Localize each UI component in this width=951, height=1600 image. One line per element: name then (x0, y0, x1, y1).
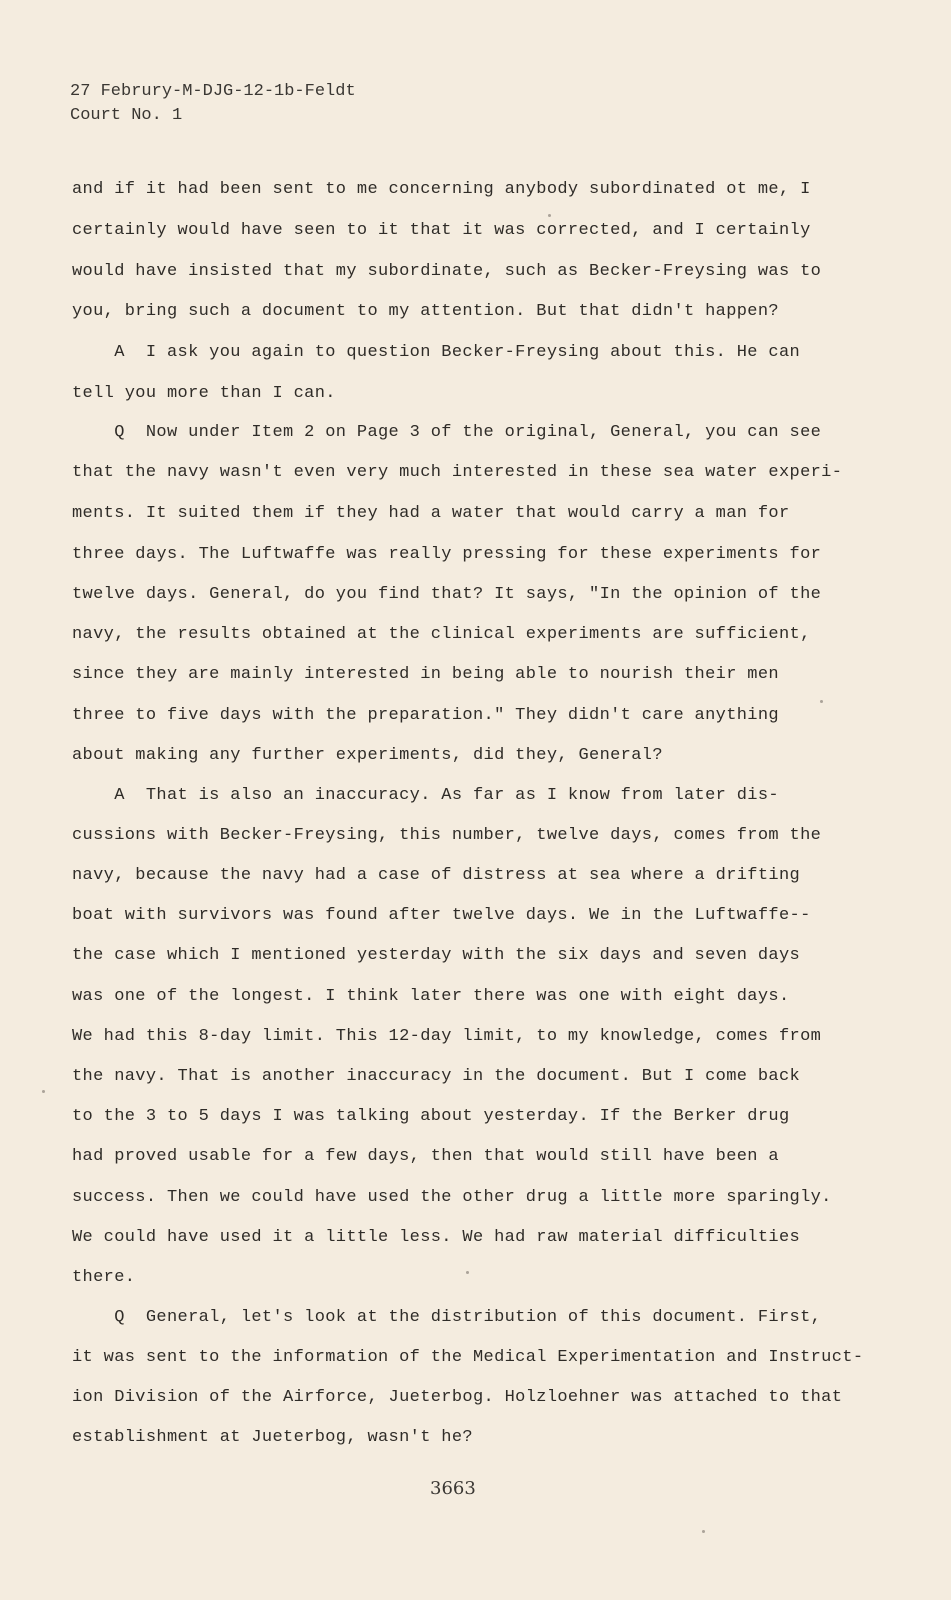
transcript-line: A I ask you again to question Becker-Freysing about this. He can (72, 343, 801, 362)
paper-speck (466, 1271, 469, 1274)
transcript-line: there. (72, 1268, 136, 1287)
transcript-line: tell you more than I can. (72, 384, 336, 403)
paper-speck (702, 1530, 705, 1533)
transcript-line: ments. It suited them if they had a water that would carry a man for (72, 504, 790, 523)
paper-speck (548, 214, 551, 217)
transcript-line: about making any further experiments, did they, General? (72, 746, 663, 765)
transcript-line: twelve days. General, do you find that? It says, "In the opinion of the (72, 585, 822, 604)
transcript-line: navy, the results obtained at the clinical experiments are sufficient, (72, 625, 811, 644)
transcript-line: three days. The Luftwaffe was really pressing for these experiments for (72, 545, 822, 564)
transcript-line: to the 3 to 5 days I was talking about yesterday. If the Berker drug (72, 1107, 790, 1126)
document-header (70, 80, 356, 128)
transcript-line: the navy. That is another inaccuracy in the document. But I come back (72, 1067, 801, 1086)
transcript-line: Q General, let's look at the distribution of this document. First, (72, 1308, 822, 1327)
transcript-line: navy, because the navy had a case of distress at sea where a drifting (72, 866, 801, 885)
transcript-line: and if it had been sent to me concerning anybody subordinated ot me, I (72, 180, 811, 199)
transcript-line: certainly would have seen to it that it was corrected, and I certainly (72, 221, 811, 240)
transcript-line: was one of the longest. I think later there was one with eight days. (72, 987, 790, 1006)
transcript-line: establishment at Jueterbog, wasn't he? (72, 1428, 473, 1447)
transcript-line: the case which I mentioned yesterday with the six days and seven days (72, 946, 801, 965)
transcript-line: We had this 8-day limit. This 12-day limit, to my knowledge, comes from (72, 1027, 822, 1046)
transcript-line: ion Division of the Airforce, Jueterbog. Holzloehner was attached to that (72, 1388, 843, 1407)
transcript-line: had proved usable for a few days, then that would still have been a (72, 1147, 779, 1166)
transcript-line: you, bring such a document to my attention. But that didn't happen? (72, 302, 779, 321)
transcript-line: three to five days with the preparation." They didn't care anything (72, 706, 779, 725)
page-number: 3663 (430, 1478, 476, 1499)
paper-speck (42, 1090, 45, 1093)
transcript-line: would have insisted that my subordinate, such as Becker-Freysing was to (72, 262, 822, 281)
transcript-line: success. Then we could have used the other drug a little more sparingly. (72, 1188, 832, 1207)
header-court-line: Court No. 1 (70, 106, 183, 125)
paper-speck (820, 700, 823, 703)
transcript-line: We could have used it a little less. We had raw material difficulties (72, 1228, 801, 1247)
transcript-line: boat with survivors was found after twelve days. We in the Luftwaffe-- (72, 906, 811, 925)
transcript-line: since they are mainly interested in being able to nourish their men (72, 665, 779, 684)
transcript-line: it was sent to the information of the Medical Experimentation and Instruct- (72, 1348, 864, 1367)
transcript-line: cussions with Becker-Freysing, this number, twelve days, comes from the (72, 826, 822, 845)
transcript-line: A That is also an inaccuracy. As far as I know from later dis- (72, 786, 779, 805)
transcript-line: Q Now under Item 2 on Page 3 of the original, General, you can see (72, 423, 822, 442)
header-reference-line: 27 Februry-M-DJG-12-1b-Feldt (70, 82, 356, 101)
transcript-line: that the navy wasn't even very much interested in these sea water experi- (72, 463, 843, 482)
